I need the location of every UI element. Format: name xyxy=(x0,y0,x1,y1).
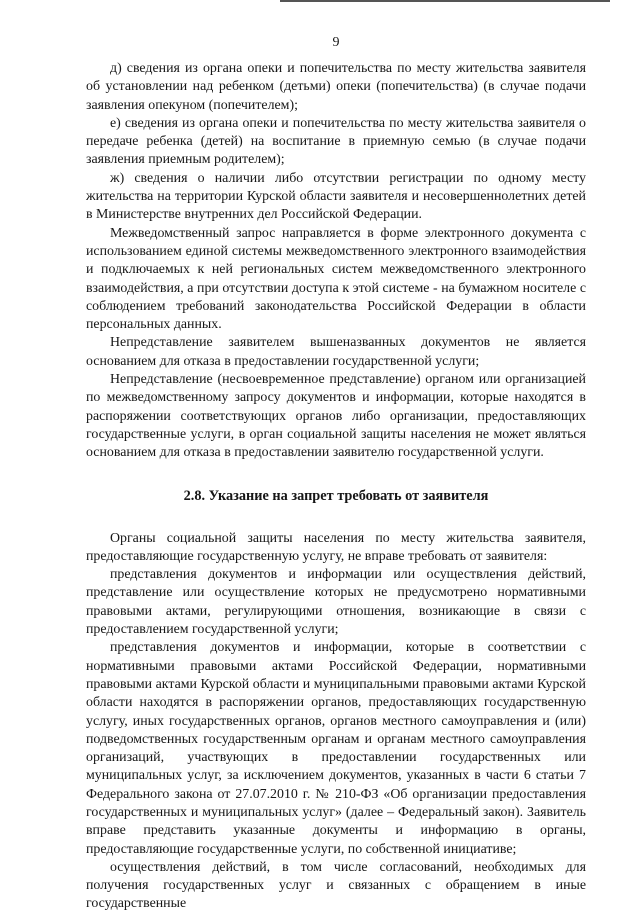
paragraph-actions-approvals: осуществления действий, в том числе согласований, необходимых для получения государственных услуг и связанных с обращением в иные государственные xyxy=(86,859,586,912)
paragraphs-before-heading xyxy=(86,60,586,463)
paragraph-documents-in-possession: представления документов и информации, которые в соответствии с нормативными правовыми актами Российской Федерации, нормативными правовыми актами Курской области и муниципальными правовыми актами Курской области находятся в распоряжении органов, предоставляющих государственную услугу, иных государственных органов, органов местного самоуправления и (или) подведомственных государственным органам и органам местного самоуправления организаций, участвующих в предоставлении государственных или муниципальных услуг, за исключением документов, указанных в части 6 статьи 7 Федерального закона от 27.07.2010 г. № 210-ФЗ «Об организации предоставления государственных и муниципальных услуг» (далее – Федеральный закон). Заявитель вправе представить указанные документы и информацию в органы, предоставляющие государственные услуги, по собственной инициативе; xyxy=(86,640,586,857)
paragraph-non-submission-applicant: Непредставление заявителем вышеназванных документов не является основанием для отказа в предоставлении государственной услуги; xyxy=(86,335,586,369)
paragraph-item-zh: ж) сведения о наличии либо отсутствии регистрации по одному месту жительства на территории Курской области заявителя и несовершеннолетних детей в Министерстве внутренних дел Российской Федерации. xyxy=(86,170,586,223)
paragraph-intro: Органы социальной защиты населения по месту жительства заявителя, предоставляющие государственную услугу, не вправе требовать от заявителя: xyxy=(86,530,586,564)
page-number: 9 xyxy=(332,35,340,50)
document-page xyxy=(86,34,586,914)
paragraph-interagency-request: Межведомственный запрос направляется в форме электронного документа с использованием единой системы межведомственного электронного взаимодействия и подключаемых к ней региональных систем межведомственного электронного взаимодействия, а при отсутствии доступа к этой системе - на бумажном носителе с соблюдением требований законодательства Российской Федерации в области персональных данных. xyxy=(86,225,586,333)
paragraphs-after-heading xyxy=(86,530,586,914)
paragraph-item-d: д) сведения из органа опеки и попечительства по месту жительства заявителя об установлении над ребенком (детьми) опеки (попечительства) (в случае подачи заявления опекуном (попечителем); xyxy=(86,61,586,113)
paragraph-non-submission-agency: Непредставление (несвоевременное представление) органом или организацией по межведомственному запросу документов и информации, которые находятся в распоряжении соответствующих органов либо организации, предоставляющих государственные услуги, в орган социальной защиты населения не может являться основанием для отказа в предоставлении заявителю государственной услуги. xyxy=(86,372,586,461)
top-edge-rule xyxy=(280,0,610,2)
paragraph-item-e: е) сведения из органа опеки и попечительства по месту жительства заявителя о передаче ребенка (детей) на воспитание в приемную семью (в случае подачи заявления приемным родителем); xyxy=(86,115,586,168)
section-heading: 2.8. Указание на запрет требовать от заявителя xyxy=(183,487,489,504)
paragraph-documents-not-required: представления документов и информации или осуществления действий, представление или осуществление которых не предусмотрено нормативными правовыми актами, регулирующими отношения, возникающие в связи с предоставлением государственной услуги; xyxy=(86,567,586,638)
